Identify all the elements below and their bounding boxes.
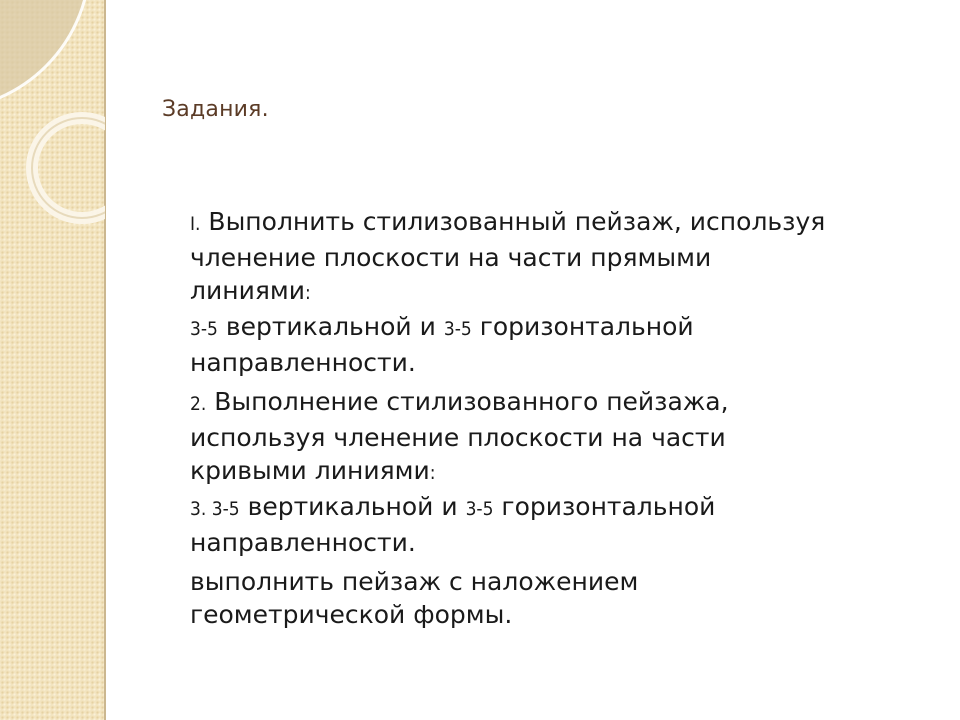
task-text: вертикальной и: [217, 312, 444, 341]
task-text: кривыми линиями: [190, 456, 430, 485]
task-text: вертикальной и: [239, 492, 466, 521]
task-number: 3-5: [465, 498, 494, 520]
task-line: [190, 421, 910, 454]
task-number: I.: [190, 213, 201, 235]
decorative-circles: [0, 0, 120, 240]
task-line: [190, 241, 910, 274]
task-text: Выполнить стилизованный пейзаж, используя: [200, 207, 826, 236]
task-line: [190, 205, 910, 241]
task-text: геометрической формы.: [190, 600, 513, 629]
task-text: используя членение плоскости на части: [190, 423, 726, 452]
task-number: 3-5: [190, 318, 218, 340]
task-number: 3. 3-5: [190, 498, 240, 520]
task-suffix: :: [429, 462, 436, 484]
task-text: горизонтальной: [493, 492, 716, 521]
task-item: [190, 565, 910, 631]
task-line: [190, 565, 910, 598]
task-text: членение плоскости на части прямыми: [190, 243, 712, 272]
task-text: Выполнение стилизованного пейзажа,: [206, 387, 729, 416]
task-number: 3-5: [443, 318, 472, 340]
task-line: [190, 385, 910, 421]
task-text: горизонтальной: [471, 312, 694, 341]
task-line: [190, 310, 910, 346]
slide-title: Задания.: [162, 97, 269, 122]
task-suffix: :: [304, 282, 311, 304]
task-list: [190, 205, 910, 631]
task-line: [190, 490, 910, 526]
task-line: [190, 454, 910, 490]
task-number: 2.: [190, 393, 207, 415]
task-text: направленности.: [190, 348, 416, 377]
task-item: [190, 385, 910, 559]
task-line: [190, 274, 910, 310]
task-item: [190, 205, 910, 379]
task-text: направленности.: [190, 528, 416, 557]
task-line: [190, 598, 910, 631]
task-line: [190, 346, 910, 379]
task-text: выполнить пейзаж с наложением: [190, 567, 639, 596]
decor-ring-shadow: [32, 118, 120, 218]
decor-circle-large: [0, 0, 90, 110]
task-text: линиями: [190, 276, 305, 305]
task-line: [190, 526, 910, 559]
